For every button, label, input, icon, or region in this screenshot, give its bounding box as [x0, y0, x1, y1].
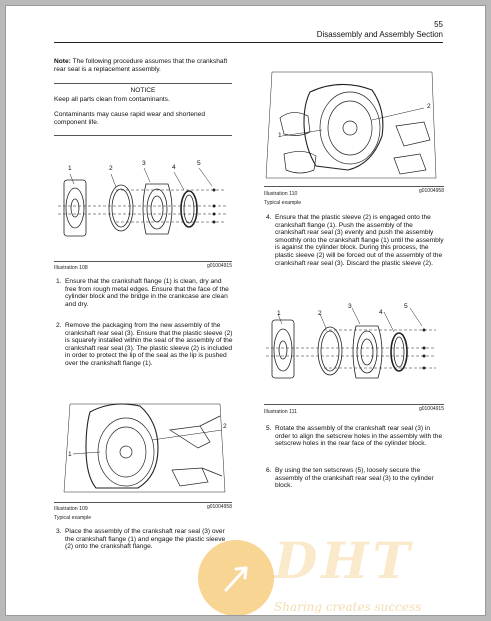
step-1-text: Ensure that the crankshaft flange (1) is clean, dry and free from rough metal edges. Ensure that the face of the cylinder block and the bridge in the crankcase are clean and dry. — [65, 278, 229, 308]
ill110-subcaption: Typical example — [264, 200, 302, 206]
ill111-callout-2: 2 — [318, 310, 322, 317]
step-2-number: 2. — [56, 322, 62, 329]
ill108-callout-1: 1 — [68, 165, 72, 172]
ill110-callout-1: 1 — [278, 132, 282, 139]
ill111-callout-1: 1 — [277, 310, 281, 317]
page-number: 55 — [434, 20, 443, 29]
ill110-code: g01004958 — [418, 188, 444, 194]
ill111-caption: Illustration 111 — [264, 409, 297, 415]
notice-line-1: Keep all parts clean from contaminants. — [54, 96, 170, 103]
step-5-number: 5. — [266, 425, 272, 432]
section-title: Disassembly and Assembly Section — [316, 30, 443, 39]
ill111-callout-5: 5 — [404, 303, 408, 310]
ill111-callout-3: 3 — [348, 303, 352, 310]
illustration-110-figure — [264, 66, 440, 182]
watermark-logo-badge — [196, 538, 276, 615]
step-6-number: 6. — [266, 467, 272, 474]
ill109-caption: Illustration 109 — [54, 506, 88, 512]
illustration-108-figure — [56, 154, 232, 252]
ill109-callout-1: 1 — [68, 451, 72, 458]
step-1-number: 1. — [56, 278, 62, 285]
step-4-number: 4. — [266, 214, 272, 221]
step-4-text: Ensure that the plastic sleeve (2) is engaged onto the crankshaft flange (1). Push the assembly of the crankshaft rear seal (3) evenly and push the assembly smoothly onto the crankshaft flange (1) until the assembly is against the cylinder block. During this process, the plastic sleeve (2) will be forced out of the assembly of the crankshaft rear seal (3). Discard the plastic sleeve (2). — [275, 214, 444, 267]
ill109-code: g01004958 — [206, 504, 232, 510]
ill108-callout-4: 4 — [172, 164, 176, 171]
ill109-rule — [54, 502, 232, 503]
ill110-caption: Illustration 110 — [264, 191, 298, 197]
watermark-tagline: Sharing creates success — [274, 600, 422, 614]
notice-rule-top — [54, 83, 232, 84]
ill108-caption: Illustration 108 — [54, 265, 88, 271]
step-3-text: Place the assembly of the crankshaft rear seal (3) over the crankshaft flange (1) and engage the plastic sleeve (2) onto the crankshaft flange. — [65, 528, 226, 551]
ill110-rule — [264, 186, 444, 187]
step-5-text: Rotate the assembly of the crankshaft rear seal (3) in order to align the setscrew holes in the assembly with the setscrew holes in the rear face of the cylinder block. — [275, 425, 443, 448]
ill108-code: g01004915 — [206, 263, 232, 269]
step-2-text: Remove the packaging from the new assembly of the crankshaft rear seal (3). Ensure that the plastic sleeve (2) is squarely installed within the seal of the assembly of the crankshaft rear seal (3). The plastic sleeve (2) is included in order to protect the lip of the seal as the lip is pushed over the crankshaft flange (1). — [65, 322, 233, 367]
ill109-callout-2: 2 — [223, 423, 227, 430]
manual-page — [6, 6, 485, 615]
illustration-109-figure — [60, 396, 232, 496]
ill110-callout-2: 2 — [427, 103, 431, 110]
ill108-callout-3: 3 — [142, 160, 146, 167]
ill109-subcaption: Typical example — [54, 515, 92, 521]
ill111-rule — [264, 404, 444, 405]
illustration-111-figure — [264, 298, 442, 396]
ill111-callout-4: 4 — [379, 309, 383, 316]
step-3-number: 3. — [56, 528, 62, 535]
note-label: Note: — [54, 58, 71, 65]
header-rule — [54, 42, 443, 43]
ill108-rule — [54, 261, 232, 262]
note-text: The following procedure assumes that the crankshaft rear seal is a replacement assembly. — [54, 58, 228, 73]
notice-line-2: Contaminants may cause rapid wear and shortened component life. — [54, 111, 206, 126]
watermark-logo-text: DHT — [274, 531, 414, 590]
ill108-callout-5: 5 — [197, 160, 201, 167]
step-6-text: By using the ten setscrews (5), loosely secure the assembly of the crankshaft rear seal (3) to the cylinder block. — [275, 467, 434, 490]
ill111-code: g01004915 — [418, 406, 444, 412]
notice-title: NOTICE — [130, 87, 156, 94]
note-paragraph — [54, 58, 232, 73]
notice-rule-bottom — [54, 135, 232, 136]
ill108-callout-2: 2 — [109, 165, 113, 172]
